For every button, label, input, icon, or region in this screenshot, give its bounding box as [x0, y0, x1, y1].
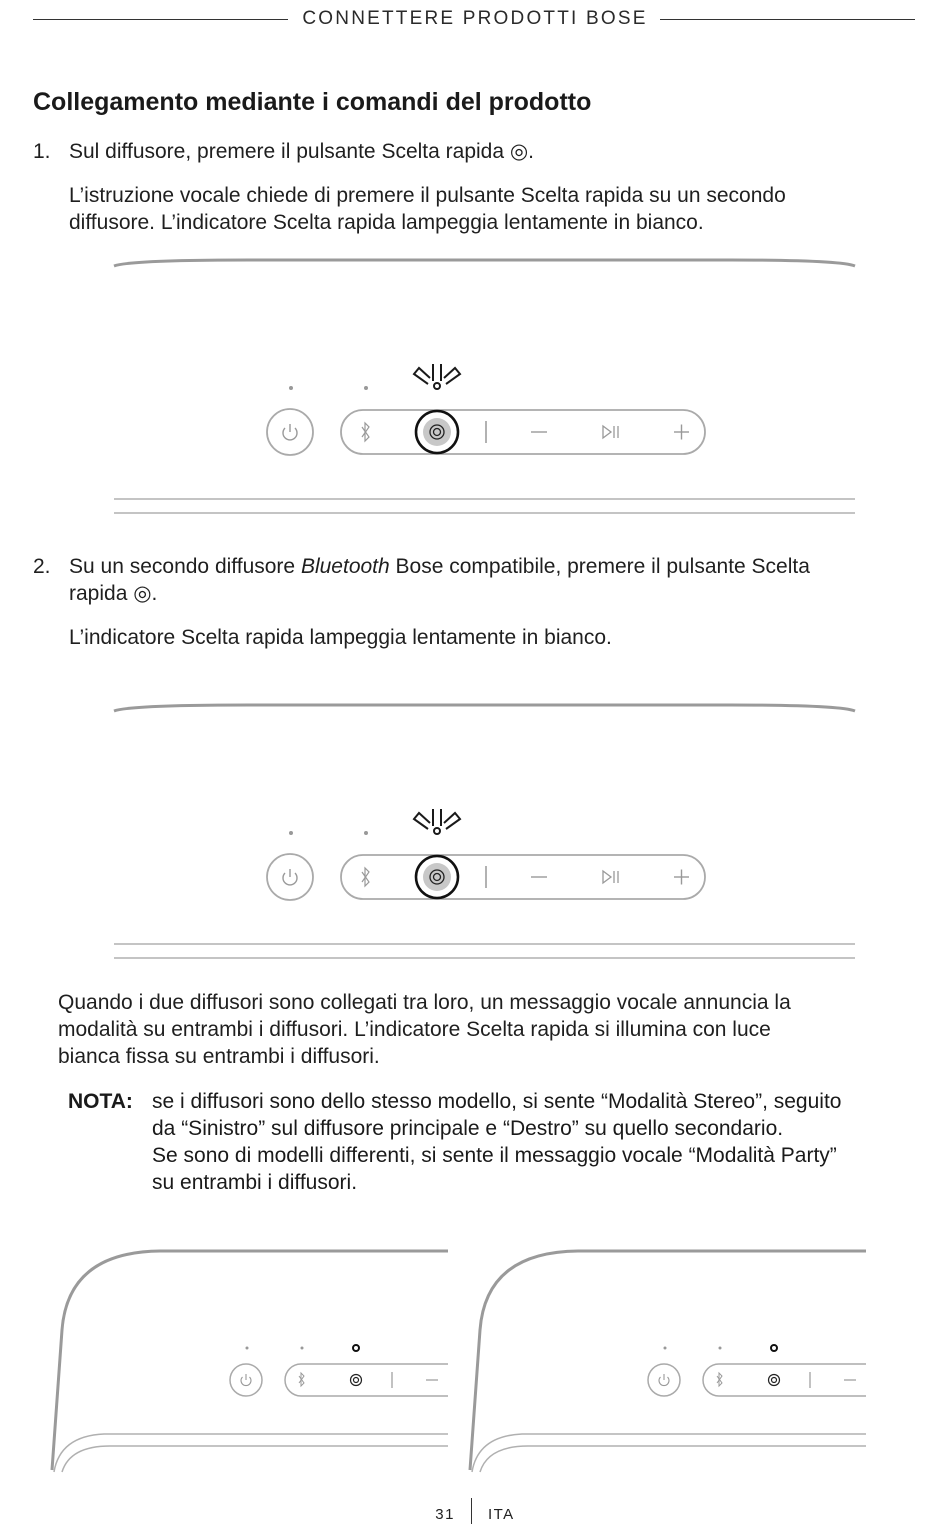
step-1-instruction: Sul diffusore, premere il pulsante Scelta rapida ◎.: [69, 140, 535, 163]
note-line4: su entrambi i diffusori.: [152, 1171, 358, 1194]
control-strip: [341, 855, 705, 899]
speaker-top-figure-2: [0, 695, 950, 965]
footer-divider: [471, 1498, 472, 1524]
note-line3: Se sono di modelli differenti, si sente il messaggio vocale “Modalità Party”: [152, 1144, 837, 1167]
step-2-result: L’indicatore Scelta rapida lampeggia lentamente in bianco.: [69, 626, 612, 649]
speaker-right-figure: [458, 1240, 878, 1480]
summary-line1: Quando i due diffusori sono collegati tra loro, un messaggio vocale annuncia la: [58, 991, 791, 1014]
power-button[interactable]: [267, 409, 313, 455]
note-line1: se i diffusori sono dello stesso modello, si sente “Modalità Stereo”, seguito: [152, 1090, 842, 1113]
step-1-number: 1.: [33, 140, 51, 163]
language-code: ITA: [487, 1505, 515, 1523]
step-1-result-line1: L’istruzione vocale chiede di premere il pulsante Scelta rapida su un secondo: [69, 184, 786, 207]
page-footer: [0, 1502, 950, 1528]
shortcut-light: [771, 1345, 777, 1351]
shortcut-button[interactable]: [416, 856, 458, 898]
press-indicator-icon: [414, 809, 460, 834]
summary-line3: bianca fissa su entrambi i diffusori.: [58, 1045, 380, 1068]
power-button[interactable]: [267, 854, 313, 900]
step-2-number: 2.: [33, 555, 51, 578]
page-heading: Collegamento mediante i comandi del prodotto: [33, 88, 592, 116]
press-indicator-icon: [414, 364, 460, 389]
note-label: NOTA:: [68, 1090, 133, 1113]
speaker-left-figure: [40, 1240, 460, 1480]
step-2-instruction: Su un secondo diffusore Bluetooth Bose compatibile, premere il pulsante Scelta: [69, 555, 810, 578]
power-button[interactable]: [230, 1364, 262, 1396]
page-number: 31: [435, 1505, 455, 1523]
speaker-top-figure-1: [0, 250, 950, 520]
summary-line2: modalità su entrambi i diffusori. L’indicatore Scelta rapida si illumina con luce: [58, 1018, 771, 1041]
step-1-result-line2: diffusore. L’indicatore Scelta rapida lampeggia lentamente in bianco.: [69, 211, 704, 234]
note-text: [152, 1088, 922, 1196]
section-title: CONNETTERE PRODOTTI BOSE: [0, 8, 950, 30]
shortcut-button[interactable]: [416, 411, 458, 453]
power-button[interactable]: [648, 1364, 680, 1396]
note-line2: da “Sinistro” sul diffusore principale e “Destro” su quello secondario.: [152, 1117, 784, 1140]
shortcut-light: [353, 1345, 359, 1351]
control-strip: [341, 410, 705, 454]
step-2-instruction-line2: rapida ◎.: [69, 582, 158, 605]
